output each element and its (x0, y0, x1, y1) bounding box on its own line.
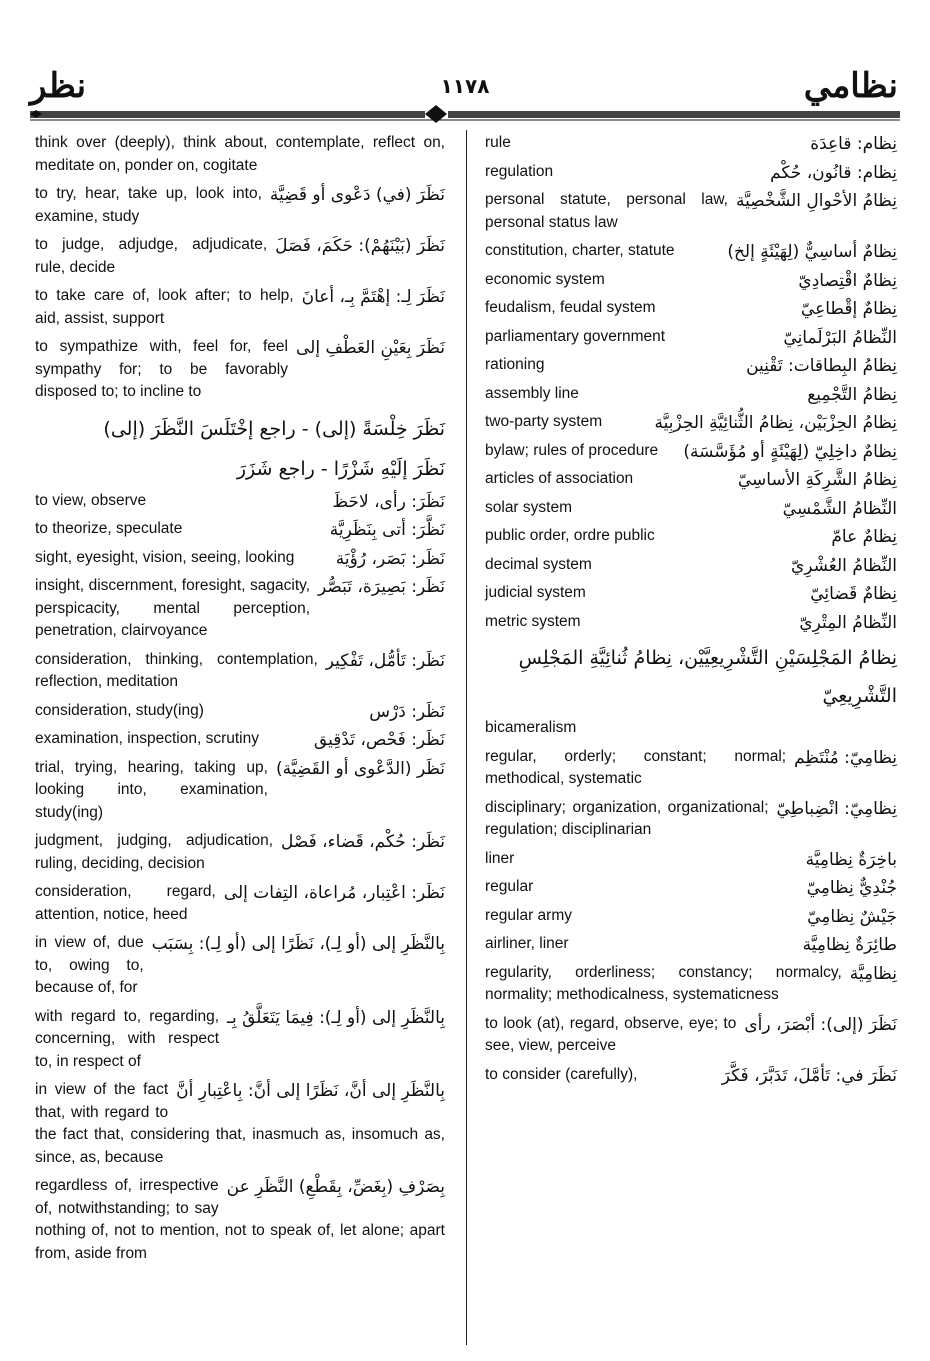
rule-band-right (448, 111, 900, 118)
english-definition: articles of association (485, 470, 634, 487)
english-definition: to look (at), regard, observe, eye; to see, view, perceive (485, 1014, 737, 1054)
arabic-headword: نَظَرَ في: تَأمَّلَ، تَدَبَّرَ، فَكَّرَ (721, 1065, 897, 1086)
dictionary-entry (35, 1175, 445, 1265)
dictionary-entry (485, 440, 897, 463)
dictionary-entry (35, 132, 445, 177)
english-definition: to sympathize with, feel for, feel sympathy for; to be favorably disposed to; to incline to (35, 338, 288, 400)
arabic-crossref-line: نَظَرَ خِلْسَةً (إلى) - راجع إخْتَلَسَ النَّظَرَ (إلى) (103, 417, 445, 440)
arabic-headword: بِالنَّظَرِ إلى أنَّ، نَظَرًا إلى أنَّ: بِاعْتِبارِ أنَّ (176, 1081, 445, 1101)
arabic-headword: نَظَر: بَصَر، رُؤْيَة (335, 548, 445, 569)
arabic-crossref-line: نَظَرَ إلَيْهِ شَزْرًا - راجع شَزَرَ (236, 457, 445, 480)
arabic-headword: نَظَر: حُكْم، قَضاء، فَصْل (281, 832, 445, 852)
dictionary-entry (485, 161, 897, 184)
left-column (35, 132, 445, 1271)
arabic-headword: نِظامٌ اقْتِصادِيّ (798, 270, 897, 291)
english-definition: judicial system (485, 584, 586, 601)
arabic-headword: نِظامُ الأحْوالِ الشَّخْصِيَّة (735, 191, 897, 211)
dictionary-entry (35, 830, 445, 875)
english-definition: sight, eyesight, vision, seeing, looking (35, 548, 295, 566)
arabic-headword: بِالنَّظَرِ إلى (أو لِـ): فِيمَا يَتَعَلَّقُ بِـ (227, 1007, 445, 1028)
english-definition: to view, observe (35, 491, 147, 509)
english-definition: in view of, due to, owing to, because of, for (35, 934, 144, 996)
arabic-headword: نِظامٌ إقْطاعِيّ (800, 299, 897, 319)
dictionary-entry (35, 575, 445, 643)
right-column (485, 132, 897, 1092)
arabic-headword: نِظامٌ داخِلِيّ (لِهَيْئَةٍ أو مُؤَسَّسَة) (683, 441, 897, 462)
dictionary-entry (485, 189, 897, 234)
dictionary-entry (485, 1013, 897, 1058)
dictionary-entry (485, 297, 897, 320)
english-definition: bylaw; rules of procedure (485, 441, 659, 459)
dictionary-entry (485, 746, 897, 791)
dictionary-entry (485, 554, 897, 577)
english-definition: airliner, liner (485, 935, 569, 952)
dictionary-entry (485, 848, 897, 871)
english-definition: to consider (carefully), (485, 1065, 638, 1083)
dictionary-entry (485, 611, 897, 634)
arabic-headword: نَظَرَ بِعَيْنِ العَطْفِ إلى (296, 338, 445, 358)
arabic-headword: النِّظامُ العُشْرِيّ (790, 555, 897, 576)
dictionary-entry (35, 1006, 445, 1074)
english-definition: rule (485, 134, 511, 151)
column-divider (466, 130, 467, 1345)
english-definition: decimal system (485, 555, 592, 573)
arabic-headword: نِظامِيّ: مُنْتَظِم (794, 747, 897, 768)
dictionary-entry (485, 411, 897, 434)
english-definition: examination, inspection, scrutiny (35, 730, 260, 747)
arabic-headword: نِظامُ البِطاقات: تَقْنِين (746, 356, 897, 376)
dictionary-entry (485, 717, 897, 740)
arabic-headword: نِظامِيَّة (849, 963, 897, 984)
arabic-headword: نَظَر: فَحْص، تَدْقِيق (313, 730, 445, 750)
english-definition: regular, orderly; constant; normal; methodical, systematic (485, 747, 787, 787)
english-definition: to judge, adjudge, adjudicate, rule, decide (35, 236, 268, 276)
english-definition: liner (485, 849, 515, 867)
dictionary-entry (35, 234, 445, 279)
header-word-left: نظر (30, 66, 87, 106)
english-definition: feudalism, feudal system (485, 299, 656, 316)
arabic-headword: نَظَرَ: رأى، لاحَظَ (332, 491, 445, 512)
english-definition: insight, discernment, foresight, sagacity, perspicacity, mental perception, penetration, clairvoyance (35, 577, 311, 639)
arabic-headword: النِّظامُ البَرْلَمانِيّ (783, 327, 897, 348)
dictionary-entry (35, 490, 445, 513)
rule-band-left (30, 111, 425, 118)
arabic-headword: نَظَر: اعْتِبار، مُراعاة، التِفات إلى (223, 883, 445, 903)
dictionary-entry (485, 962, 897, 1007)
dictionary-entry (485, 354, 897, 377)
dictionary-entry (35, 881, 445, 926)
arabic-headword: نِظام: قاعِدَة (810, 134, 897, 154)
english-definition: regularity, orderliness; constancy; normalcy, normality; methodicalness, systematicness (485, 963, 842, 1003)
arabic-headword: بِصَرْفِ (بِغَضِّ، بِقَطْعِ) النَّظَرِ عن (226, 1177, 445, 1197)
english-definition: metric system (485, 612, 581, 630)
arabic-headword: جُنْدِيٌّ نِظامِيّ (806, 878, 897, 898)
dictionary-entry (485, 326, 897, 349)
dictionary-entry (35, 757, 445, 825)
arabic-headword: نَظَرَ (في) دَعْوى أو قَضِيَّة (269, 185, 445, 205)
dictionary-entry (35, 932, 445, 1000)
arabic-headword: نَظَر: دَرْس (369, 701, 445, 722)
arabic-headword: بِالنَّظَرِ إلى (أو لِـ)، نَظَرًا إلى (أو لِـ): بِسَبَب (151, 934, 445, 954)
arabic-headword: نِظامٌ عامّ (831, 527, 897, 547)
english-definition: economic system (485, 270, 605, 288)
arabic-headword: نَظَّرَ: أتى بِنَظَرِيَّة (329, 520, 445, 540)
english-definition: personal statute, personal law, personal status law (485, 191, 728, 231)
arabic-headword: النِّظامُ المِتْرِيّ (799, 612, 897, 633)
arabic-headword: نِظامٌ أساسِيٌّ (لِهَيْئَةٍ إلخ) (727, 242, 897, 262)
english-definition: regulation (485, 162, 554, 180)
dictionary-entry (485, 240, 897, 263)
decorative-header-rule (30, 104, 900, 124)
dictionary-entry (485, 497, 897, 520)
dictionary-entry (485, 468, 897, 491)
arabic-headword: نِظامِيّ: انْضِباطِيّ (776, 798, 897, 819)
english-definition: trial, trying, hearing, taking up, looking into, examination, study(ing) (35, 758, 268, 821)
arabic-headword: نِظامُ التَّجْمِيع (807, 384, 897, 405)
arabic-headword: نِظامٌ قَضائِيّ (810, 584, 897, 604)
arabic-headword: نَظَرَ لِـ: إهْتَمَّ بِـ، أعانَ (301, 287, 445, 307)
dictionary-entry (485, 383, 897, 406)
english-definition: think over (deeply), think about, contemplate, reflect on, meditate on, ponder on, cogitate (35, 134, 445, 174)
arabic-headword: نَظَر (الدَّعْوى أو القَضِيَّة) (275, 758, 445, 779)
arabic-crossref-line: نِظامُ المَجْلِسَيْنِ التَّشْرِيعِيَّيْن، نِظامُ ثُنائِيَّةِ المَجْلِسِ التَّشْرِيعِيّ (518, 647, 897, 707)
english-definition: regular (485, 878, 534, 895)
dictionary-entry (35, 728, 445, 751)
english-definition: disciplinary; organization, organizational; regulation; disciplinarian (485, 798, 769, 838)
english-definition: with regard to, regarding, concerning, with respect to, in respect of (35, 1007, 220, 1070)
dictionary-entry (35, 518, 445, 541)
english-definition: consideration, regard, attention, notice, heed (35, 883, 216, 923)
dictionary-entry (35, 700, 445, 723)
english-definition: to try, hear, take up, look into, examine, study (35, 185, 262, 225)
header-word-right: نظامي (803, 66, 898, 106)
dictionary-entry (35, 285, 445, 330)
dictionary-entry (35, 649, 445, 694)
arabic-headword: طائِرَةٌ نِظامِيَّة (802, 935, 897, 955)
arabic-headword: نَظَر: تَأمُّل، تَفْكِير (325, 650, 445, 671)
english-definition: consideration, thinking, contemplation, reflection, meditation (35, 650, 318, 690)
arabic-headword: نَظَرَ (إلى): أبْصَرَ، رأى (744, 1014, 897, 1035)
dictionary-entry (485, 933, 897, 956)
english-definition: parliamentary government (485, 327, 666, 345)
dictionary-entry (485, 269, 897, 292)
page-number: ١١٧٨ (440, 74, 490, 98)
dictionary-entry (35, 547, 445, 570)
arabic-headword: باخِرَةٌ نِظامِيَّة (805, 849, 897, 870)
dictionary-entry (485, 876, 897, 899)
english-definition: judgment, judging, adjudication, ruling, deciding, decision (35, 832, 274, 872)
english-definition: regular army (485, 906, 572, 924)
dictionary-entry (35, 183, 445, 228)
dictionary-entry (485, 582, 897, 605)
dictionary-entry (485, 797, 897, 842)
dictionary-entry (485, 905, 897, 928)
arabic-headword: نِظام: قانُون، حُكْم (770, 162, 897, 183)
english-definition: in view of the fact that, with regard to the fact that, considering that, inasmuch as, insomuch as, since, as, because (35, 1081, 445, 1166)
english-definition: constitution, charter, statute (485, 242, 675, 259)
dictionary-entry (485, 525, 897, 548)
dictionary-entry (35, 336, 445, 404)
english-definition: two-party system (485, 413, 603, 430)
english-definition: assembly line (485, 384, 579, 402)
english-definition: solar system (485, 498, 572, 516)
english-definition: rationing (485, 356, 545, 373)
arabic-headword: جَيْشٌ نِظامِيّ (807, 906, 897, 927)
english-definition: bicameralism (485, 719, 577, 736)
arabic-headword: نِظامُ الحِزْبَيْن، نِظامُ الثُّنائِيَّةِ الحِزْبِيَّة (654, 413, 897, 433)
dictionary-entry (35, 1079, 445, 1169)
dictionary-entry (485, 1064, 897, 1087)
dictionary-entry (485, 132, 897, 155)
arabic-headword: نَظَر: بَصِيرَة، تَبَصُّر (318, 577, 445, 597)
arabic-headword: النِّظامُ الشَّمْسِيّ (782, 498, 897, 519)
english-definition: to take care of, look after; to help, aid, assist, support (35, 287, 294, 327)
arabic-headword: نَظَرَ (بَيْنَهُمْ): حَكَمَ، فَصَلَ (275, 236, 445, 256)
english-definition: to theorize, speculate (35, 520, 183, 537)
english-definition: regardless of, irrespective of, notwithstanding; to say nothing of, not to mention, not to speak of, let alone; apart from, aside from (35, 1177, 445, 1262)
arabic-headword: نِظامُ الشَّرِكَةِ الأساسِيّ (737, 470, 897, 490)
english-definition: public order, ordre public (485, 527, 655, 544)
english-definition: consideration, study(ing) (35, 701, 204, 719)
